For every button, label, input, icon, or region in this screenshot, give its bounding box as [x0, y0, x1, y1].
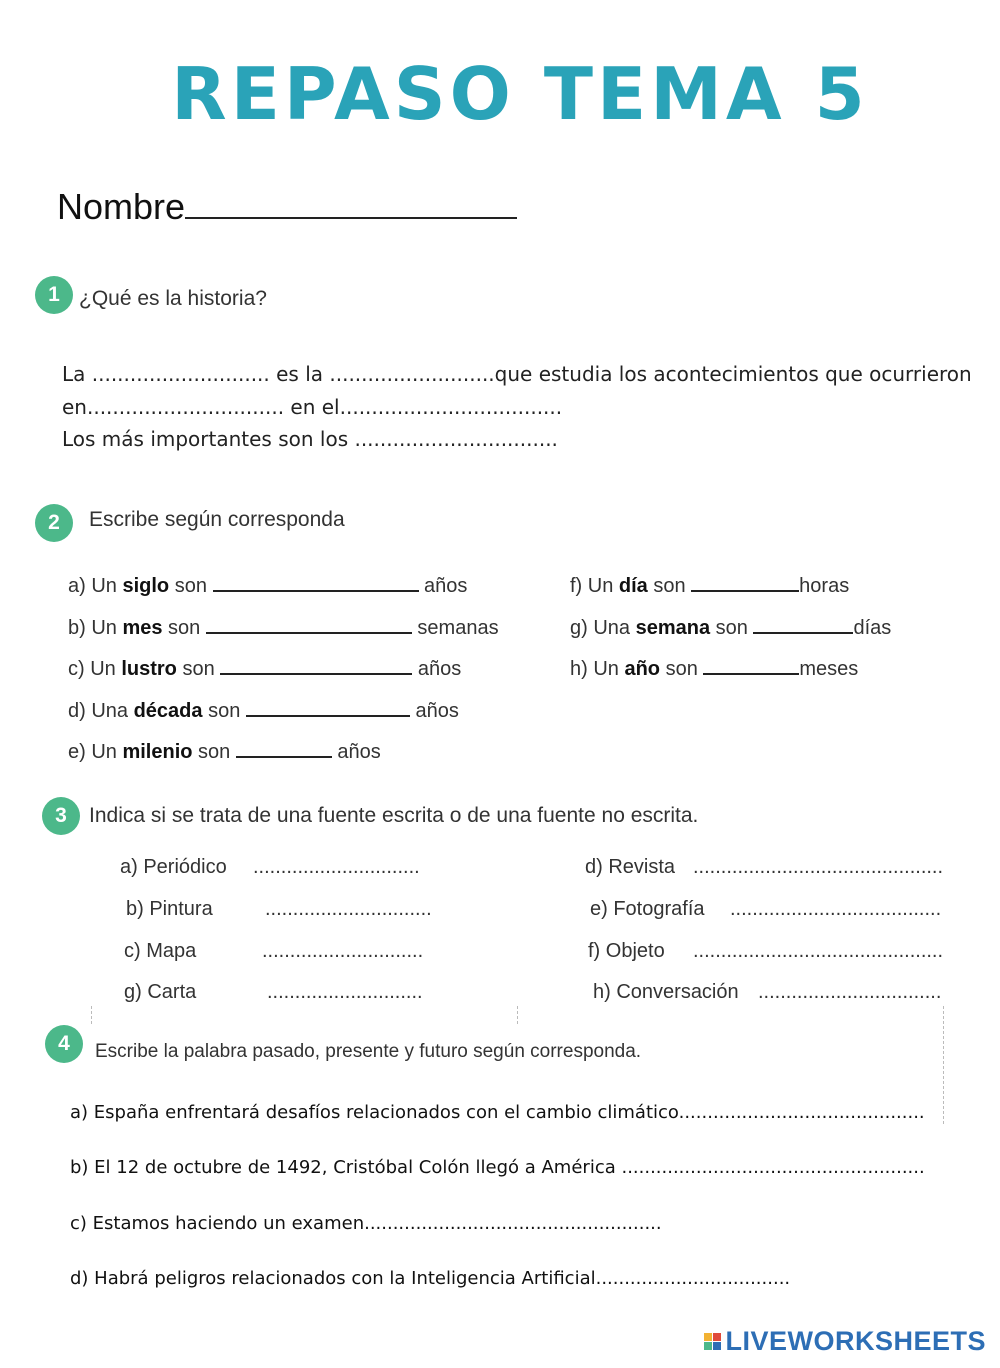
- q2-blank-e[interactable]: [236, 740, 332, 758]
- question-2-number: 2: [35, 504, 73, 542]
- q4-item-a[interactable]: a) España enfrentará desafíos relacionados con el cambio climático...........................................: [70, 1102, 925, 1123]
- logo-square: [704, 1342, 712, 1350]
- q2-blank-b[interactable]: [206, 616, 412, 634]
- q2-blank-f[interactable]: [691, 574, 799, 592]
- question-4-number: 4: [45, 1025, 83, 1063]
- name-blank[interactable]: [185, 191, 517, 219]
- q2-item-c: c) Un lustro son años: [68, 658, 462, 680]
- divider-middle: [517, 1006, 518, 1024]
- question-1-line-1: La ............................ es la ..........................que estudia los acontecimientos que ocurrieron: [62, 362, 972, 386]
- q2-blank-g[interactable]: [753, 616, 853, 634]
- q3-label-h: h) Conversación: [593, 981, 739, 1003]
- q2-blank-c[interactable]: [220, 657, 412, 675]
- question-1-heading: ¿Qué es la historia?: [79, 287, 267, 310]
- question-4-heading: Escribe la palabra pasado, presente y futuro según corresponda.: [95, 1041, 642, 1062]
- q3-label-c: c) Mapa: [124, 940, 197, 962]
- liveworksheets-logo[interactable]: [704, 1326, 986, 1357]
- q2-blank-h[interactable]: [703, 657, 799, 675]
- q2-item-d: d) Una década son años: [68, 700, 459, 722]
- divider-left: [91, 1006, 92, 1024]
- q3-answer-a[interactable]: ..............................: [253, 856, 420, 878]
- name-label: Nombre: [57, 186, 186, 227]
- q3-answer-h[interactable]: .................................: [758, 981, 942, 1003]
- logo-square: [713, 1342, 721, 1350]
- question-2-heading: Escribe según corresponda: [89, 508, 345, 531]
- question-3-number: 3: [42, 797, 80, 835]
- q3-label-e: e) Fotografía: [590, 898, 705, 920]
- q3-label-g: g) Carta: [124, 981, 197, 1003]
- q3-answer-d[interactable]: .............................................: [693, 856, 944, 878]
- q4-item-b[interactable]: b) El 12 de octubre de 1492, Cristóbal Colón llegó a América .....................................................: [70, 1157, 925, 1178]
- q2-item-e: e) Un milenio son años: [68, 741, 381, 763]
- q3-label-b: b) Pintura: [126, 898, 213, 920]
- question-1-line-3: Los más importantes son los ................................: [62, 427, 558, 451]
- name-field: [57, 186, 517, 228]
- q2-item-g: g) Una semana son días: [570, 617, 892, 639]
- q3-answer-f[interactable]: .............................................: [693, 940, 944, 962]
- q3-answer-b[interactable]: ..............................: [265, 898, 432, 920]
- q2-item-b: b) Un mes son semanas: [68, 617, 499, 639]
- q3-label-f: f) Objeto: [588, 940, 665, 962]
- q2-item-a: a) Un siglo son años: [68, 575, 468, 597]
- divider-right: [943, 1006, 944, 1124]
- q3-answer-g[interactable]: ............................: [267, 981, 423, 1003]
- liveworksheets-logo-icon: [704, 1333, 721, 1350]
- q2-blank-a[interactable]: [213, 574, 419, 592]
- question-3-heading: Indica si se trata de una fuente escrita o de una fuente no escrita.: [89, 804, 699, 827]
- q2-item-f: f) Un día son horas: [570, 575, 850, 597]
- q3-label-a: a) Periódico: [120, 856, 227, 878]
- question-1-line-2: en............................... en el...................................: [62, 395, 563, 419]
- q2-item-h: h) Un año son meses: [570, 658, 859, 680]
- q3-answer-c[interactable]: .............................: [262, 940, 424, 962]
- logo-square: [713, 1333, 721, 1341]
- q2-blank-d[interactable]: [246, 699, 410, 717]
- question-1-number: 1: [35, 276, 73, 314]
- liveworksheets-logo-text: LIVEWORKSHEETS: [725, 1326, 986, 1356]
- q3-label-d: d) Revista: [585, 856, 676, 878]
- logo-square: [704, 1333, 712, 1341]
- q3-answer-e[interactable]: ......................................: [730, 898, 942, 920]
- q4-item-d[interactable]: d) Habrá peligros relacionados con la Inteligencia Artificial..................................: [70, 1268, 791, 1289]
- page-title: REPASO TEMA 5: [171, 52, 869, 136]
- q4-item-c[interactable]: c) Estamos haciendo un examen....................................................: [70, 1213, 662, 1234]
